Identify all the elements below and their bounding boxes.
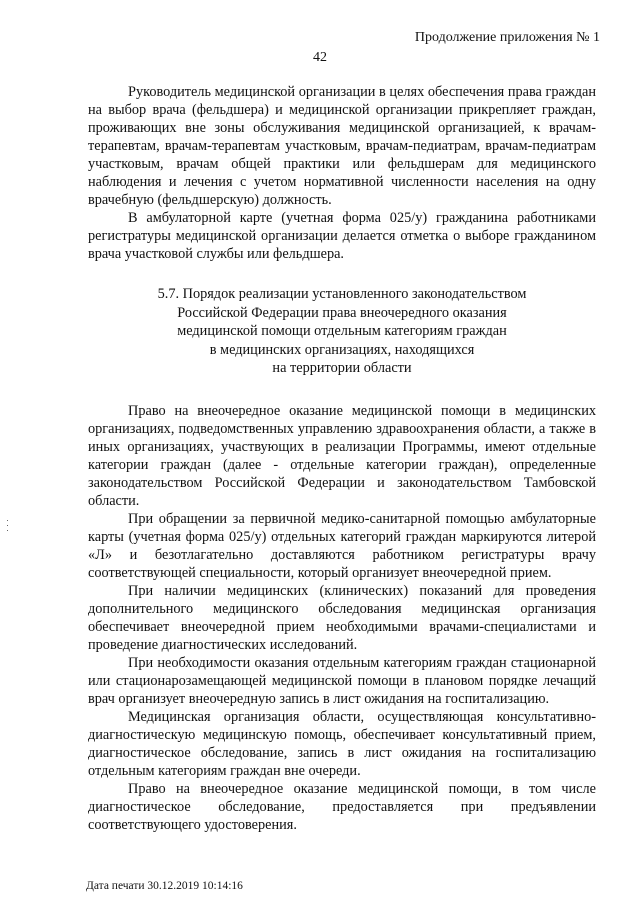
section-heading bbox=[88, 285, 596, 378]
body-paragraph: Медицинская организация области, осуществляющая консультативно-диагностическую медицинскую помощь, обеспечивает консультативный прием, диагностическое обследование, запись в лист ожидания на госпитализацию отдельным категориям граждан вне очереди. bbox=[88, 708, 596, 779]
section-heading-line: в медицинских организациях, находящихся bbox=[209, 341, 475, 358]
body-paragraph: В амбулаторной карте (учетная форма 025/у) гражданина работниками регистратуры медицинской организации делается отметка о выборе гражданином врача участковой службы или фельдшера. bbox=[88, 210, 596, 262]
page-number: 42 bbox=[313, 50, 327, 65]
section-heading-line: 5.7. Порядок реализации установленного законодательством bbox=[157, 286, 527, 302]
section-heading-line: на территории области bbox=[272, 360, 412, 376]
section-heading-line: медицинской помощи отдельным категориям граждан bbox=[177, 323, 507, 339]
body-paragraph: При наличии медицинских (клинических) показаний для проведения дополнительного медицинского обследования медицинская организация обеспечивает внеочередной прием необходимыми врачами-специалистами и проведение диагностических исследований. bbox=[88, 582, 596, 653]
body-paragraph: Право на внеочередное оказание медицинской помощи в медицинских организациях, подведомственных управлению здравоохранения области, а также в иных организациях, участвующих в реализации Программы, имеют отдельные категории граждан (далее - отдельные категории граждан), определенные законодательством Российской Федерации и законодательством Тамбовской области. bbox=[88, 402, 596, 509]
print-date: Дата печати 30.12.2019 10:14:16 bbox=[86, 880, 243, 892]
margin-marks bbox=[7, 520, 9, 540]
body-paragraph: Право на внеочередное оказание медицинской помощи, в том числе диагностическое обследование, предоставляется при предъявлении соответствующего удостоверения. bbox=[88, 780, 596, 833]
section-heading-line: Российской Федерации права внеочередного оказания bbox=[177, 304, 507, 321]
body-paragraph: При обращении за первичной медико-санитарной помощью амбулаторные карты (учетная форма 025/у) отдельных категорий граждан маркируются литерой «Л» и безотлагательно доставляются работником регистратуры врачу соответствующей специальности, который организует внеочередной прием. bbox=[88, 510, 596, 581]
body-paragraph: При необходимости оказания отдельным категориям граждан стационарной или стационарозамещающей медицинской помощи в плановом порядке лечащий врач организует внеочередную запись в лист ожидания на госпитализацию. bbox=[88, 654, 596, 707]
document-body bbox=[88, 83, 596, 834]
body-paragraph: Руководитель медицинской организации в целях обеспечения права граждан на выбор врача (фельдшера) и медицинской организации прикрепляет граждан, проживающих вне зоны обслуживания медицинской организацией, к врачам-терапевтам, врачам-терапевтам участковым, врачам-педиатрам, врачам-педиатрам участковым, врачам общей практики или фельдшерам для медицинского наблюдения и лечения с учетом нормативной численности населения на одну врачебную (фельдшерскую) должность. bbox=[88, 84, 596, 208]
appendix-continuation-note: Продолжение приложения № 1 bbox=[414, 30, 600, 45]
